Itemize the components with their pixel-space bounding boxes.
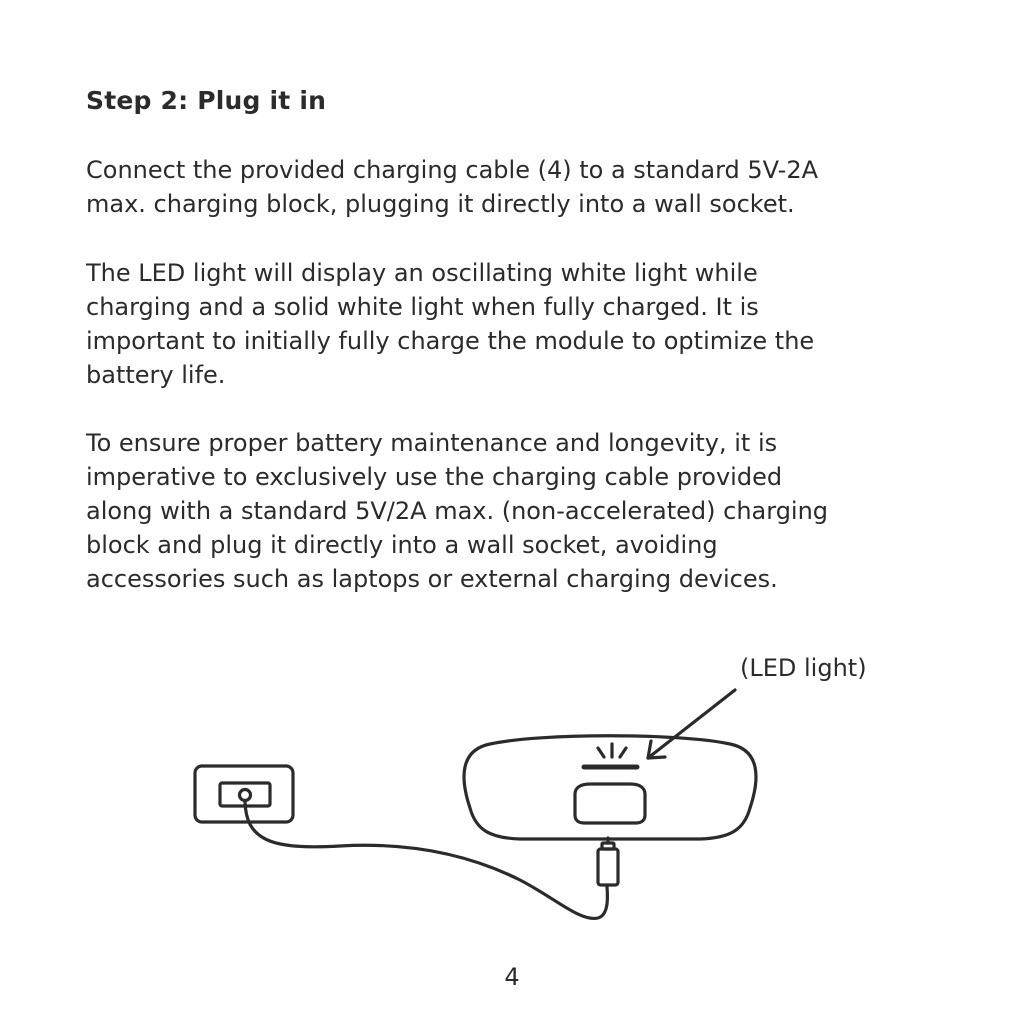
step-heading: Step 2: Plug it in <box>86 86 327 115</box>
page-number: 4 <box>504 963 520 991</box>
instruction-paragraph-connect: Connect the provided charging cable (4) to a standard 5V-2A max. charging block, plugging it directly into a wall socket. <box>86 156 818 218</box>
charging-module-icon <box>464 736 756 839</box>
led-light-indicator <box>584 744 637 767</box>
wall-socket-icon <box>195 766 293 822</box>
callout-arrow-icon <box>648 690 735 758</box>
charging-cable <box>245 801 607 918</box>
instruction-paragraph-led: The LED light will display an oscillating white light while charging and a solid white light when fully charged. It is important to initially fully charge the module to optimize the battery life. <box>86 259 815 389</box>
usb-c-plug-icon <box>598 838 618 885</box>
instruction-paragraph-maintenance: To ensure proper battery maintenance and longevity, it is imperative to exclusively use the charging cable provided along with a standard 5V/2A max. (non-accelerated) charging block and plug it directly into a wall socket, avoiding accessories such as laptops or external charging devices. <box>86 429 829 593</box>
led-light-callout-label: (LED light) <box>740 654 867 682</box>
